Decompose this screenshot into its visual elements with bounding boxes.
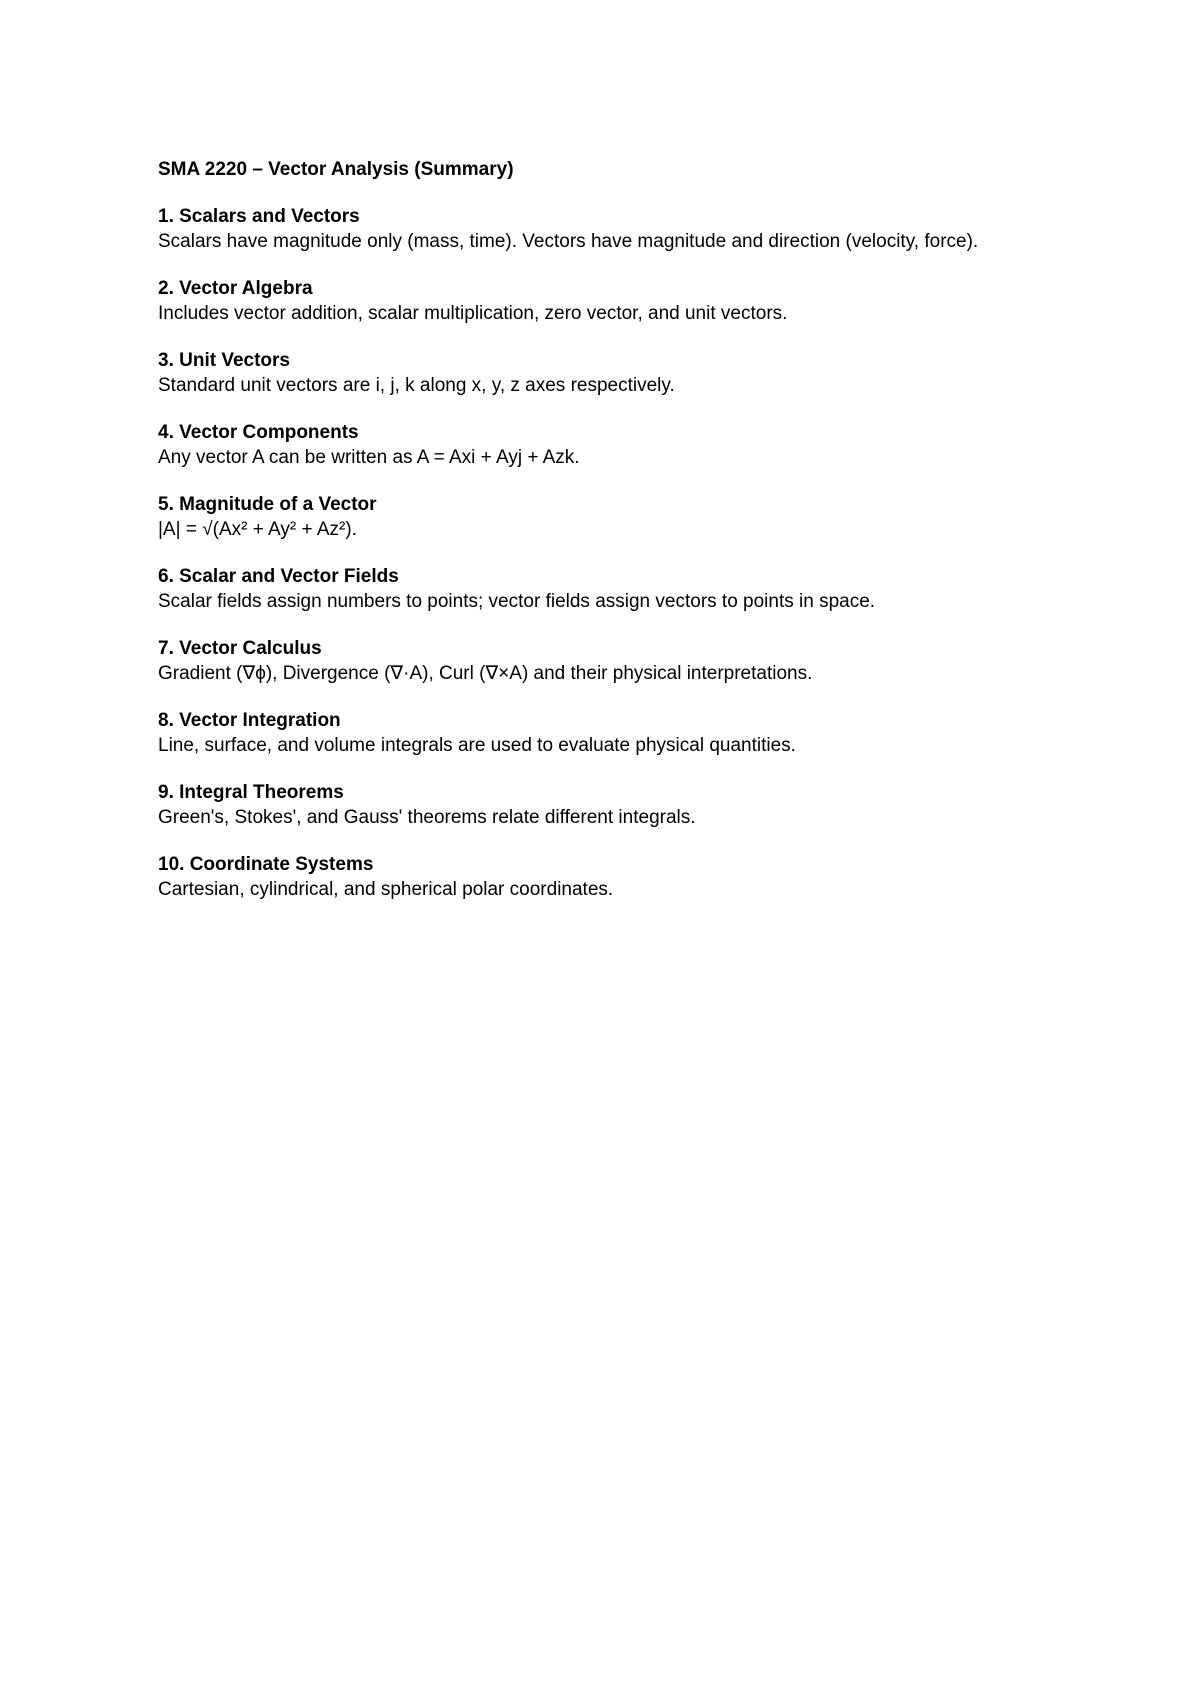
section-heading: 10. Coordinate Systems bbox=[158, 854, 374, 875]
document-title: SMA 2220 – Vector Analysis (Summary) bbox=[158, 159, 514, 180]
document-content bbox=[158, 158, 1098, 925]
section-body: Any vector A can be written as A = Axi + Ayj + Azk. bbox=[158, 447, 580, 468]
section-heading: 9. Integral Theorems bbox=[158, 782, 344, 803]
section-integral-theorems bbox=[158, 781, 1098, 830]
section-body: Gradient (∇ϕ), Divergence (∇·A), Curl (∇×A) and their physical interpretations. bbox=[158, 663, 813, 684]
section-scalar-and-vector-fields bbox=[158, 565, 1098, 614]
section-heading: 8. Vector Integration bbox=[158, 710, 341, 731]
section-body: Standard unit vectors are i, j, k along x, y, z axes respectively. bbox=[158, 375, 675, 396]
section-body: Line, surface, and volume integrals are used to evaluate physical quantities. bbox=[158, 735, 796, 756]
section-scalars-and-vectors bbox=[158, 205, 1098, 254]
section-vector-integration bbox=[158, 709, 1098, 758]
section-coordinate-systems bbox=[158, 853, 1098, 902]
section-heading: 4. Vector Components bbox=[158, 422, 359, 443]
section-heading: 2. Vector Algebra bbox=[158, 278, 313, 299]
section-vector-algebra bbox=[158, 277, 1098, 326]
section-body: Scalar fields assign numbers to points; vector fields assign vectors to points in space. bbox=[158, 591, 876, 612]
section-body: Scalars have magnitude only (mass, time). Vectors have magnitude and direction (velocity, force). bbox=[158, 231, 979, 252]
section-heading: 6. Scalar and Vector Fields bbox=[158, 566, 399, 587]
section-vector-calculus bbox=[158, 637, 1098, 686]
section-body: Includes vector addition, scalar multiplication, zero vector, and unit vectors. bbox=[158, 303, 788, 324]
section-unit-vectors bbox=[158, 349, 1098, 398]
section-heading: 1. Scalars and Vectors bbox=[158, 206, 360, 227]
section-heading: 5. Magnitude of a Vector bbox=[158, 494, 377, 515]
section-magnitude-of-a-vector bbox=[158, 493, 1098, 542]
section-heading: 3. Unit Vectors bbox=[158, 350, 290, 371]
section-body: |A| = √(Ax² + Ay² + Az²). bbox=[158, 519, 357, 540]
section-body: Green's, Stokes', and Gauss' theorems relate different integrals. bbox=[158, 807, 696, 828]
section-body: Cartesian, cylindrical, and spherical polar coordinates. bbox=[158, 879, 614, 900]
section-heading: 7. Vector Calculus bbox=[158, 638, 322, 659]
section-vector-components bbox=[158, 421, 1098, 470]
